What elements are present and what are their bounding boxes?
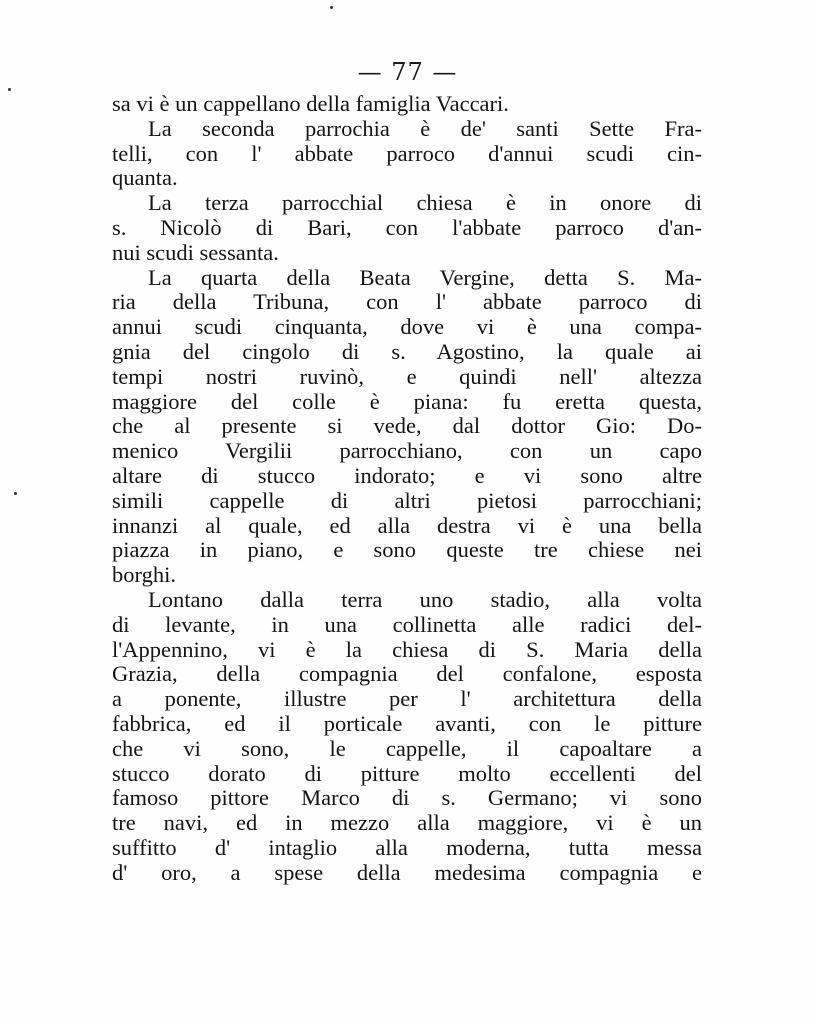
text-line: altare di stucco indorato; e vi sono altre xyxy=(112,462,702,488)
text-line: La seconda parrochia è de' santi Sette Fra- xyxy=(148,115,702,141)
text-line: sa vi è un cappellano della famiglia Vaccari. xyxy=(112,91,509,116)
text-line: a ponente, illustre per l' architettura della xyxy=(112,686,702,712)
text-line: La quarta della Beata Vergine, detta S. Ma- xyxy=(148,264,702,290)
text-line: nui scudi sessanta. xyxy=(112,239,279,265)
page-number: — 77 — xyxy=(357,58,458,86)
text-line: di levante, in una collinetta alle radici del- xyxy=(112,611,702,637)
text-line: d' oro, a spese della medesima compagnia e xyxy=(112,859,702,885)
text-line: La terza parrocchial chiesa è in onore di xyxy=(148,190,702,216)
text-line: stucco dorato di pitture molto eccellenti del xyxy=(112,760,702,786)
text-line: che vi sono, le cappelle, il capoaltare a xyxy=(112,735,702,761)
text-line: telli, con l' abbate parroco d'annui scudi cin- xyxy=(112,140,702,166)
text-line: maggiore del colle è piana: fu eretta questa, xyxy=(112,388,702,414)
text-line: piazza in piano, e sono queste tre chiese nei xyxy=(112,537,702,563)
text-line: ria della Tribuna, con l' abbate parroco di xyxy=(112,289,702,315)
text-line: Lontano dalla terra uno stadio, alla volta xyxy=(148,586,702,612)
text-line: suffitto d' intaglio alla moderna, tutta messa xyxy=(112,834,702,860)
text-line: tempi nostri ruvinò, e quindi nell' altezza xyxy=(112,363,702,389)
text-line: menico Vergilii parrocchiano, con un capo xyxy=(112,438,702,464)
text-line: borghi. xyxy=(112,562,176,588)
ink-speck xyxy=(14,492,17,495)
text-line: gnia del cingolo di s. Agostino, la quale ai xyxy=(112,338,702,364)
text-line: annui scudi cinquanta, dove vi è una compa- xyxy=(112,314,702,340)
text-line: famoso pittore Marco di s. Germano; vi sono xyxy=(112,785,702,811)
text-line: simili cappelle di altri pietosi parrocchiani; xyxy=(112,487,702,513)
text-line: tre navi, ed in mezzo alla maggiore, vi è un xyxy=(112,810,702,836)
text-line: s. Nicolò di Bari, con l'abbate parroco d'an- xyxy=(112,214,702,240)
text-line: innanzi al quale, ed alla destra vi è una bella xyxy=(112,512,702,538)
ink-speck xyxy=(8,88,11,91)
ink-speck xyxy=(330,6,333,9)
body-text xyxy=(112,92,702,886)
text-line: fabbrica, ed il porticale avanti, con le pitture xyxy=(112,710,702,736)
text-line: quanta. xyxy=(112,165,178,191)
text-line: che al presente si vede, dal dottor Gio: Do- xyxy=(112,413,702,439)
text-line: l'Appennino, vi è la chiesa di S. Maria della xyxy=(112,636,702,662)
text-line: Grazia, della compagnia del confalone, esposta xyxy=(112,661,702,687)
